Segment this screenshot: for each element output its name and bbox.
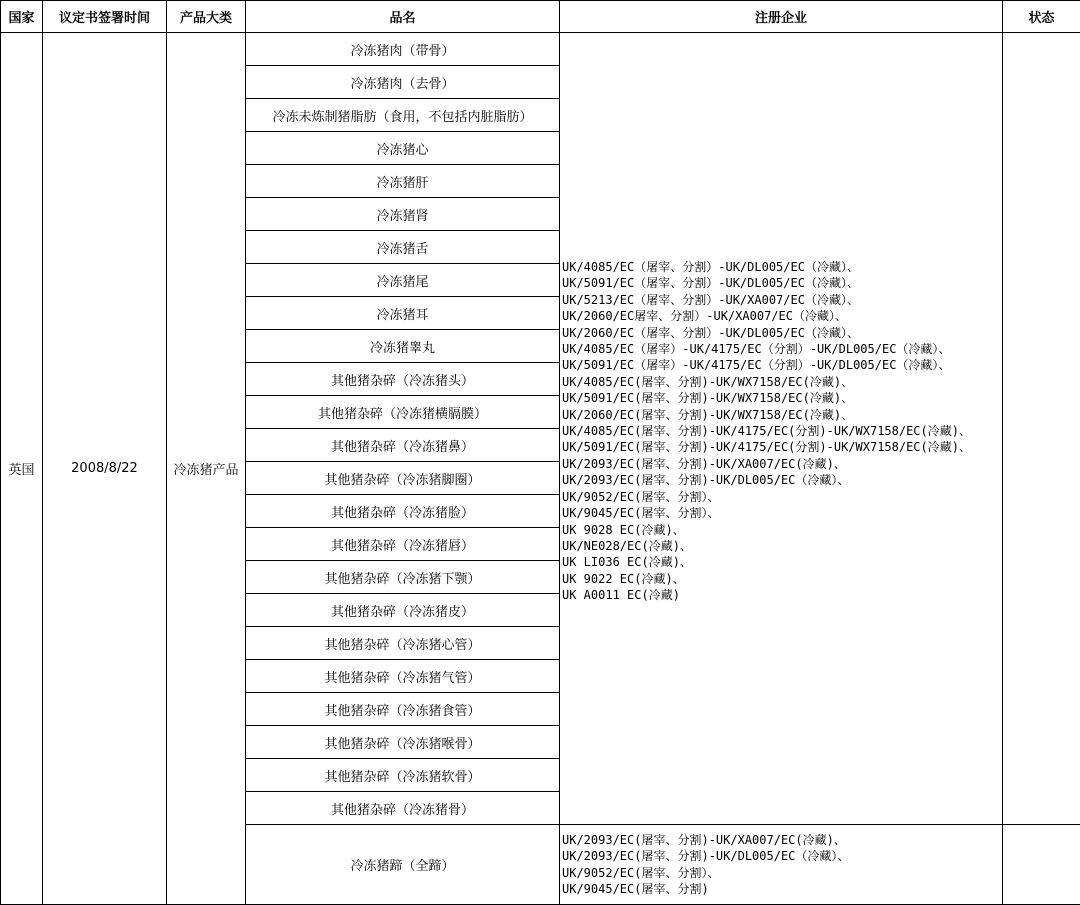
enterprise-line: UK/9045/EC(屠宰、分割）、 (562, 505, 1002, 521)
enterprise-line: UK/9045/EC(屠宰、分割) (562, 881, 1002, 897)
sign-date-cell: 2008/8/22 (43, 33, 167, 905)
enterprise-list (562, 832, 1002, 898)
product-name-cell: 其他猪杂碎（冷冻猪心管） (246, 627, 560, 660)
header-status: 状态 (1003, 1, 1080, 33)
enterprise-line: UK A0011 EC(冷藏) (562, 587, 1002, 603)
table-body (1, 33, 1080, 905)
enterprise-line: UK/4085/EC（屠宰）-UK/4175/EC（分割）-UK/DL005/EC（冷藏）、 (562, 341, 1002, 357)
category-cell: 冷冻猪产品 (167, 33, 246, 905)
enterprise-line: UK/NE028/EC(冷藏)、 (562, 538, 1002, 554)
product-name-cell: 其他猪杂碎（冷冻猪下颚） (246, 561, 560, 594)
product-name-cell: 冷冻猪肉（去骨） (246, 66, 560, 99)
product-name-cell: 冷冻猪尾 (246, 264, 560, 297)
enterprise-line: UK/9052/EC(屠宰、分割）、 (562, 865, 1002, 881)
enterprise-line: UK 9022 EC(冷藏)、 (562, 571, 1002, 587)
enterprise-line: UK/2093/EC(屠宰、分割)-UK/DL005/EC（冷藏）、 (562, 848, 1002, 864)
product-name-cell: 其他猪杂碎（冷冻猪脸） (246, 495, 560, 528)
product-name-cell: 其他猪杂碎（冷冻猪头） (246, 363, 560, 396)
product-name-cell: 其他猪杂碎（冷冻猪唇） (246, 528, 560, 561)
product-name-cell: 冷冻猪心 (246, 132, 560, 165)
enterprise-line: UK/2060/EC（屠宰、分割）-UK/DL005/EC（冷藏）、 (562, 325, 1002, 341)
product-name-cell: 其他猪杂碎（冷冻猪鼻） (246, 429, 560, 462)
header-product-name: 品名 (246, 1, 560, 33)
product-name-cell: 其他猪杂碎（冷冻猪骨） (246, 792, 560, 825)
product-name-cell: 其他猪杂碎（冷冻猪食管） (246, 693, 560, 726)
status-cell (1003, 825, 1080, 905)
product-name-cell: 冷冻猪肉（带骨） (246, 33, 560, 66)
header-enterprise: 注册企业 (560, 1, 1003, 33)
enterprise-line: UK/5091/EC（屠宰）-UK/4175/EC（分割）-UK/DL005/EC（冷藏）、 (562, 357, 1002, 373)
enterprise-line: UK/9052/EC(屠宰、分割）、 (562, 489, 1002, 505)
product-name-cell: 其他猪杂碎（冷冻猪软骨） (246, 759, 560, 792)
enterprise-line: UK/5091/EC(屠宰、分割)-UK/4175/EC(分割)-UK/WX7158/EC(冷藏)、 (562, 439, 1002, 455)
table-row (1, 33, 1080, 66)
header-country: 国家 (1, 1, 43, 33)
product-name-cell: 冷冻猪睾丸 (246, 330, 560, 363)
enterprise-line: UK/5213/EC（屠宰、分割）-UK/XA007/EC（冷藏）、 (562, 292, 1002, 308)
product-name-cell: 冷冻猪肾 (246, 198, 560, 231)
enterprise-line: UK/2060/EC(屠宰、分割)-UK/WX7158/EC(冷藏)、 (562, 407, 1002, 423)
product-name-cell: 其他猪杂碎（冷冻猪喉骨） (246, 726, 560, 759)
enterprise-line: UK/5091/EC(屠宰、分割)-UK/WX7158/EC(冷藏)、 (562, 390, 1002, 406)
enterprise-line: UK LI036 EC(冷藏)、 (562, 554, 1002, 570)
enterprise-line: UK/2060/EC屠宰、分割）-UK/XA007/EC（冷藏）、 (562, 308, 1002, 324)
header-sign-date: 议定书签署时间 (43, 1, 167, 33)
enterprise-list-cell (560, 825, 1003, 905)
enterprise-line: UK/4085/EC(屠宰、分割)-UK/4175/EC(分割)-UK/WX7158/EC(冷藏)、 (562, 423, 1002, 439)
header-row (1, 1, 1080, 33)
enterprise-line: UK/2093/EC(屠宰、分割)-UK/XA007/EC(冷藏)、 (562, 456, 1002, 472)
enterprise-line: UK/2093/EC(屠宰、分割)-UK/DL005/EC（冷藏）、 (562, 472, 1002, 488)
product-name-cell: 冷冻猪肝 (246, 165, 560, 198)
product-name-cell: 其他猪杂碎（冷冻猪皮） (246, 594, 560, 627)
product-name-cell: 冷冻未炼制猪脂肪（食用，不包括内脏脂肪） (246, 99, 560, 132)
product-name-cell: 其他猪杂碎（冷冻猪脚圈） (246, 462, 560, 495)
status-cell (1003, 33, 1080, 825)
product-name-cell: 冷冻猪耳 (246, 297, 560, 330)
enterprise-line: UK/4085/EC(屠宰、分割)-UK/WX7158/EC(冷藏)、 (562, 374, 1002, 390)
product-name-cell: 其他猪杂碎（冷冻猪横膈膜） (246, 396, 560, 429)
enterprise-line: UK 9028 EC(冷藏)、 (562, 522, 1002, 538)
enterprise-line: UK/2093/EC(屠宰、分割)-UK/XA007/EC(冷藏)、 (562, 832, 1002, 848)
product-name-cell: 冷冻猪舌 (246, 231, 560, 264)
product-name-cell: 其他猪杂碎（冷冻猪气管） (246, 660, 560, 693)
enterprise-list (562, 259, 1002, 604)
country-cell: 英国 (1, 33, 43, 905)
product-name-cell: 冷冻猪蹄（全蹄） (246, 825, 560, 905)
header-category: 产品大类 (167, 1, 246, 33)
enterprise-line: UK/5091/EC（屠宰、分割）-UK/DL005/EC（冷藏）、 (562, 275, 1002, 291)
enterprise-list-cell (560, 33, 1003, 825)
enterprise-line: UK/4085/EC（屠宰、分割）-UK/DL005/EC（冷藏）、 (562, 259, 1002, 275)
